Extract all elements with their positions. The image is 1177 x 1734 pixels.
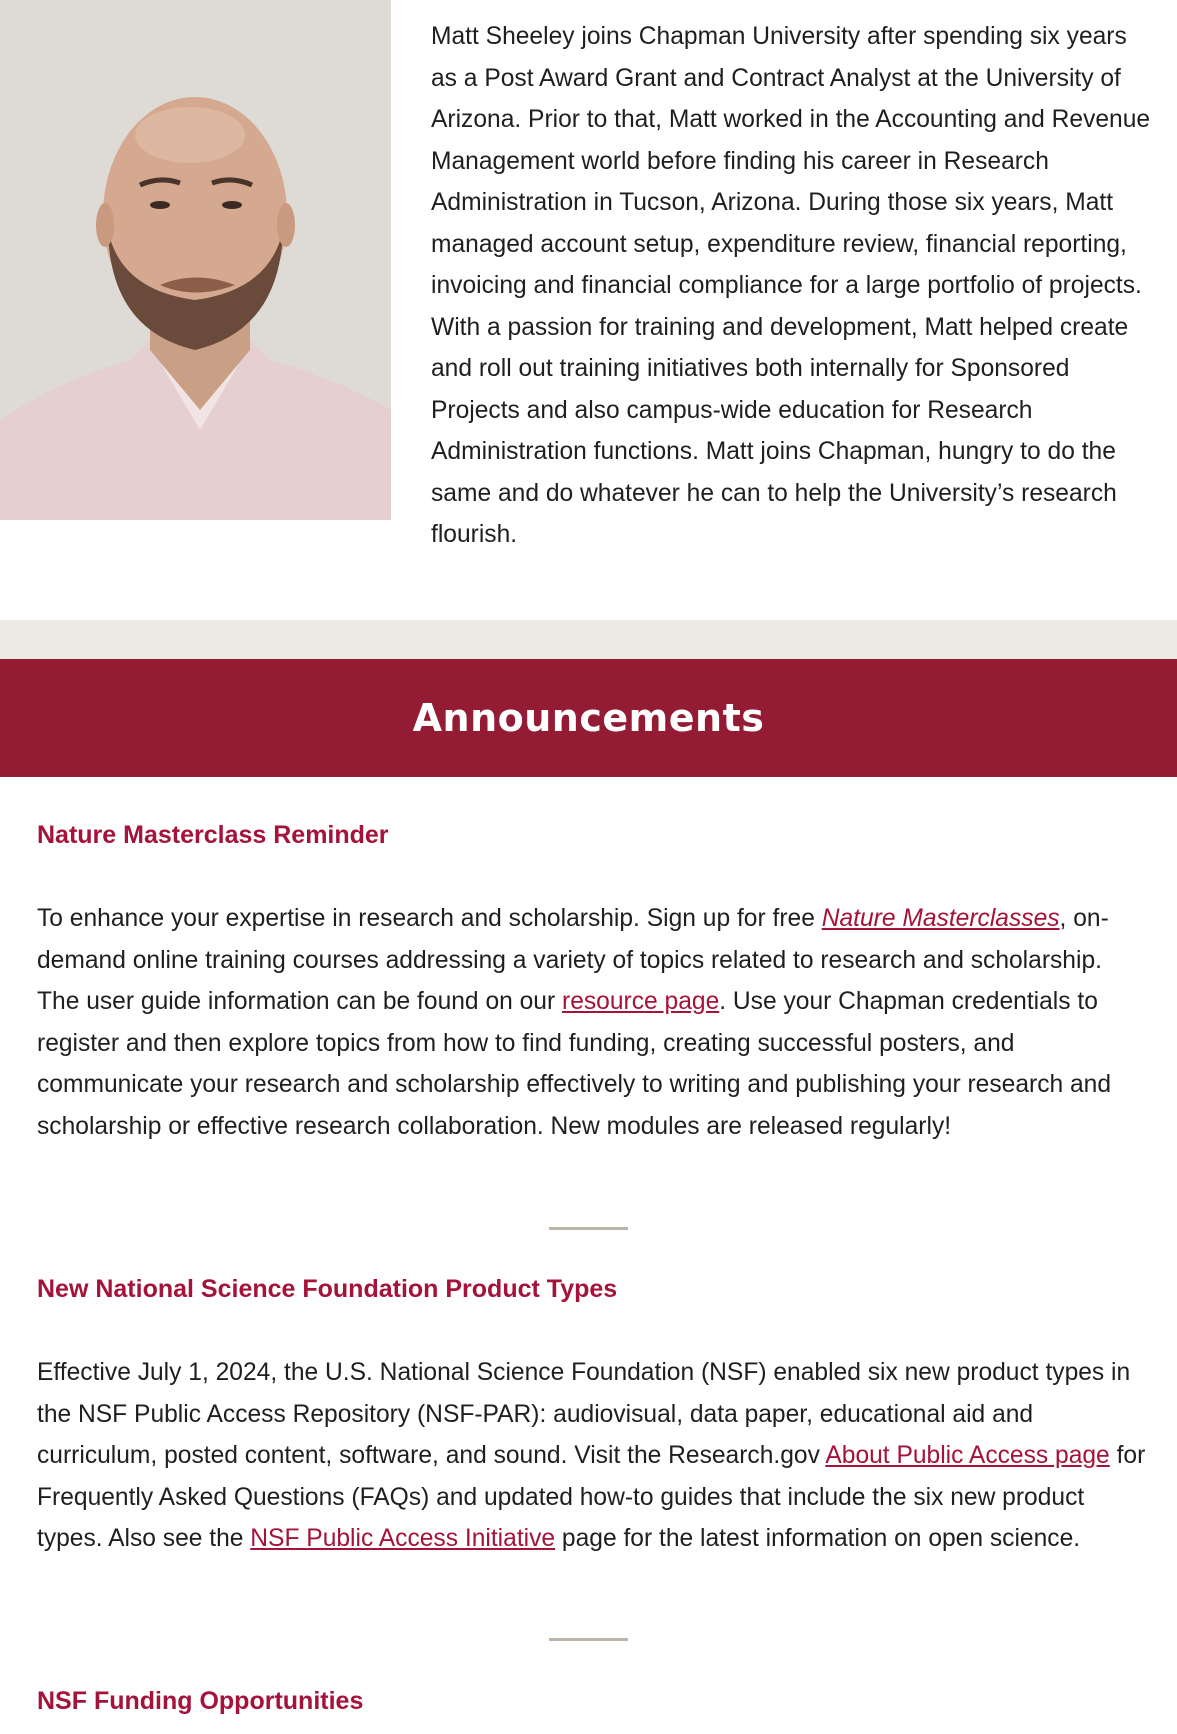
nsf-public-access-initiative-link[interactable]: NSF Public Access Initiative [250, 1525, 556, 1552]
nature-masterclasses-link[interactable]: Nature Masterclasses [821, 905, 1060, 932]
resource-page-link[interactable]: resource page [562, 988, 720, 1015]
announcement-item [37, 1274, 1147, 1560]
portrait-image [0, 0, 391, 520]
about-public-access-link[interactable]: About Public Access page [825, 1442, 1110, 1469]
announcement-title: New National Science Foundation Product Types [37, 1275, 618, 1303]
announcement-body [37, 898, 1147, 1147]
body-text: , on-demand online training courses addressing a variety of topics related to research and scholarship. The user guide information can be found on our [37, 905, 1109, 1015]
body-text: for Frequently Asked Questions (FAQs) and updated how-to guides that include the six new product types. Also see the [37, 1442, 1146, 1552]
body-text: Effective July 1, 2024, the U.S. National Science Foundation (NSF) enabled six new product types in the NSF Public Access Repository (NSF-PAR): audiovisual, data paper, educational aid and curriculum, posted content, software, and sound. Visit the Research.gov [37, 1359, 1131, 1469]
body-text: To enhance your expertise in research and scholarship. Sign up for free [37, 905, 822, 932]
staff-bio-text: Matt Sheeley joins Chapman University after spending six years as a Post Award Grant and Contract Analyst at the University of Arizona. Prior to that, Matt worked in the Accounting and Revenue Management world before finding his career in Research Administration in Tucson, Arizona. During those six years, Matt managed account setup, expenditure review, financial reporting, invoicing and financial compliance for a large portfolio of projects. With a passion for training and development, Matt helped create and roll out training initiatives both internally for Sponsored Projects and also campus-wide education for Research Administration functions. Matt joins Chapman, hungry to do the same and do whatever he can to help the University’s research flourish. [431, 23, 1151, 548]
announcement-item [37, 820, 1147, 1147]
section-spacer-band [0, 620, 1177, 659]
body-text: . Use your Chapman credentials to register and then explore topics from how to find funding, creating successful posters, and communicate your research and scholarship effectively to writing and publishing your research and scholarship or effective research collaboration. New modules are released regularly! [37, 988, 1112, 1140]
section-divider [549, 1227, 628, 1230]
staff-photo [0, 0, 391, 520]
announcement-item [37, 1686, 1147, 1716]
announcements-header-band [0, 659, 1177, 777]
announcement-title: NSF Funding Opportunities [37, 1687, 364, 1715]
section-divider [549, 1638, 628, 1641]
announcement-body [37, 1352, 1147, 1560]
announcements-heading: Announcements [412, 696, 765, 740]
body-text: page for the latest information on open science. [555, 1525, 1081, 1552]
staff-bio-section [0, 0, 1177, 620]
announcement-title: Nature Masterclass Reminder [37, 821, 389, 849]
